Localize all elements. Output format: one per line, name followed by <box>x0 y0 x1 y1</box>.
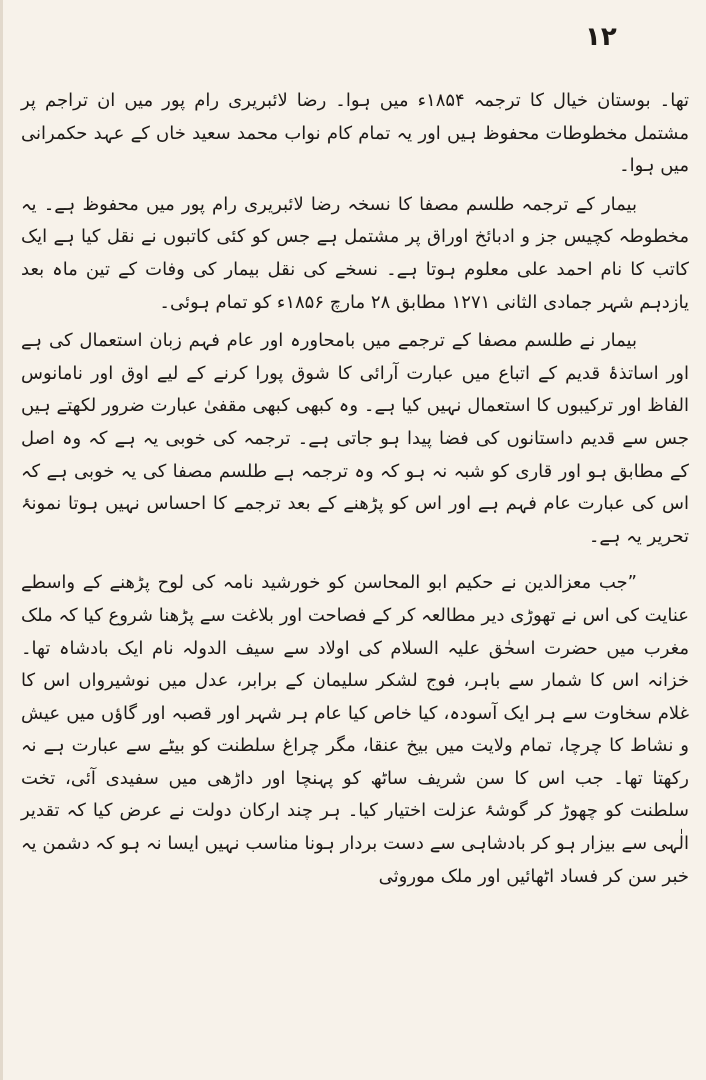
page-number: ۱۲ <box>585 22 617 52</box>
paragraph-bustan-e-khayal: تھا۔ بوستان خیال کا ترجمہ ۱۸۵۴ء میں ہوا۔ رضا لائبریری رام پور میں ان تراجم پر مشتمل مخطوطات محفوظ ہیں اور یہ تمام کام نواب محمد سعید خاں کے عہد حکمرانی میں ہوا۔ <box>21 90 690 177</box>
paragraph-manuscript-description: بیمار کے ترجمہ طلسم مصفا کا نسخہ رضا لائبریری رام پور میں محفوظ ہے۔ یہ مخطوطہ کچیس جز و ادبائخ اوراق پر مشتمل ہے جس کو کئی کاتبوں نے نقل کیا ہے ایک کاتب کا نام احمد علی معلوم ہوتا ہے۔ نسخے کی نقل بیمار کی وفات کے تین ماہ بعد یازدہم شہر جمادی الثانی ۱۲۷۱ مطابق ۲۸ مارچ ۱۸۵۶ء کو تمام ہوئی۔ <box>21 193 689 313</box>
paragraph-translation-style: بیمار نے طلسم مصفا کے ترجمے میں بامحاورہ اور عام فہم زبان استعمال کی ہے اور اساتذۂ قدیم کے اتباع میں عبارت آرائی کا شوق پورا کرنے کے لیے اوق اور نامانوس الفاظ اور ترکیبوں کا استعمال نہیں کیا ہے۔ وہ کبھی کبھی مقفیٰ عبارت ضرور لکھتے ہیں جس سے قدیم داستانوں کی فضا پیدا ہو جاتی ہے۔ ترجمہ کی خوبی یہ ہے کہ وہ اصل کے مطابق ہو اور قاری کو شبہ نہ ہو کہ وہ ترجمہ ہے طلسم مصفا کی یہ خوبی ہے کہ اس کی عبارت عام فہم ہے اور اس کو پڑھنے کے بعد ترجمے کا احساس نہیں ہوتا نمونۂ تحریر یہ ہے۔ <box>21 330 689 547</box>
paragraph-quoted-sample: ”جب معزالدین نے حکیم ابو المحاسن کو خورشید نامہ کی لوح پڑھنے کے واسطے عنایت کی اس نے تھوڑی دیر مطالعہ کر کے فصاحت اور بلاغت سے پڑھنا شروع کیا کہ ملک مغرب میں حضرت اسحٰق علیہ السلام کی اولاد سے سیف الدولہ نام ایک بادشاہ تھا۔ خزانہ اس کا شمار سے باہر، فوج لشکر سلیمان کے برابر، عدل میں نوشیرواں اس کا غلام سخاوت سے ہر ایک آسودہ، کیا خاص کیا عام ہر شہر اور قصبہ اور گاؤں میں عیش و نشاط کا چرچا، تمام ولایت میں بیخ عنقا، مگر چراغ سلطنت کو بیٹے سے عبارت ہے نہ رکھتا تھا۔ جب اس کا سن شریف ساٹھ کو پہنچا اور داڑھی میں سفیدی آئی، تخت سلطنت کو چھوڑ کر گوشۂ عزلت اختیار کیا۔ ہر چند ارکان دولت نے عرض کیا کہ تقدیر الٰہی سے بیزار ہو کر بادشاہی سے دست بردار ہونا مناسب نہیں ایسا نہ ہو کہ دشمن یہ خبر سن کر فساد اٹھائیں اور ملک موروثی <box>21 572 689 887</box>
page-body <box>21 85 689 899</box>
